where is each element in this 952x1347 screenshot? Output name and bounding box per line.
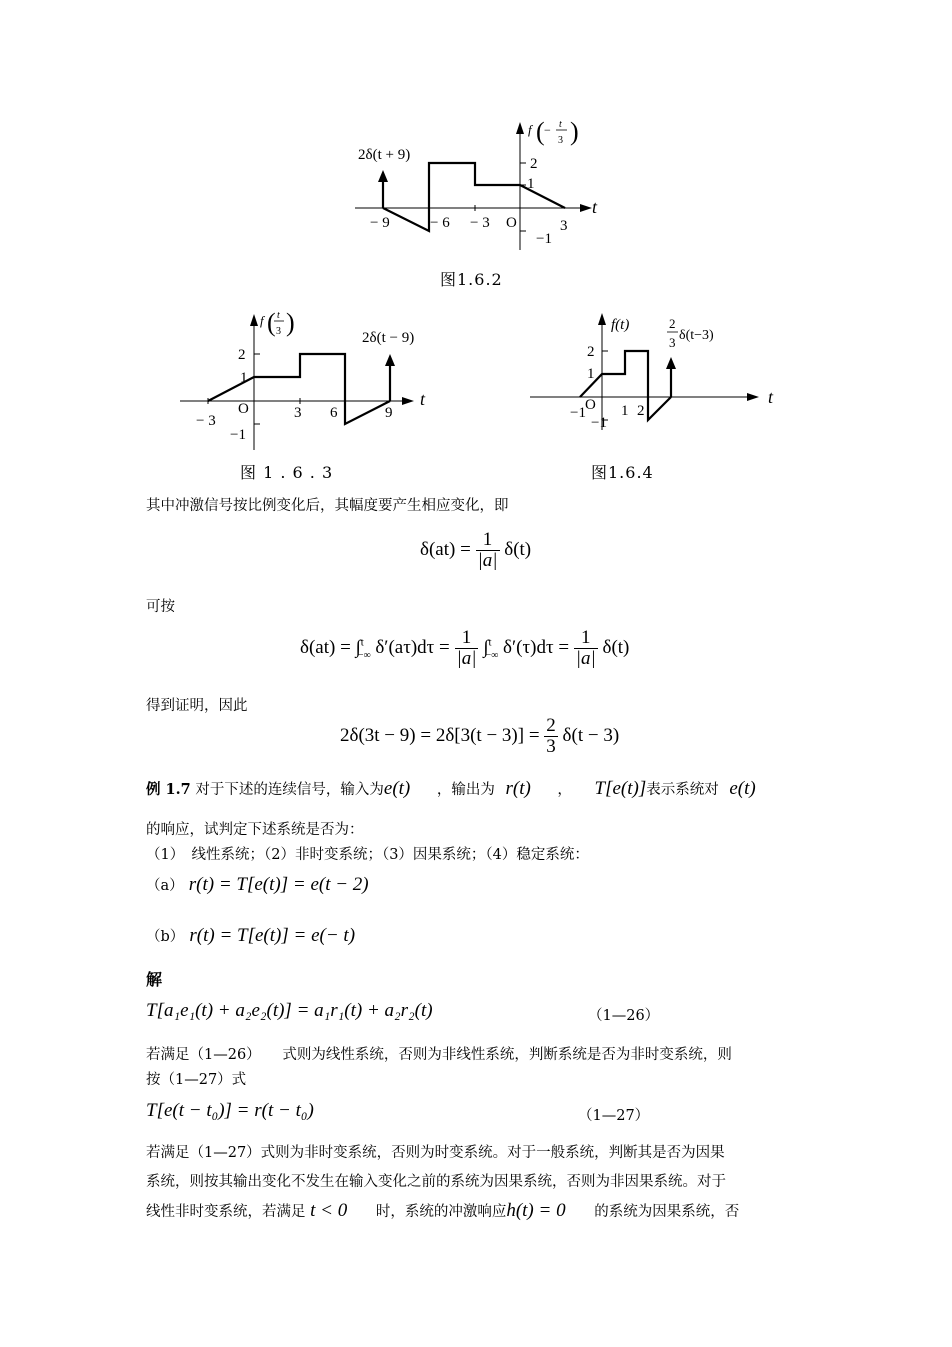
paragraph-impulse-scaling: 其中冲激信号按比例变化后，其幅度要产生相应变化，即: [146, 498, 509, 514]
svg-text:O: O: [506, 215, 517, 231]
svg-text:3: 3: [558, 135, 563, 146]
svg-text:3: 3: [669, 335, 676, 350]
svg-text:2: 2: [637, 403, 645, 419]
svg-text:−: −: [544, 123, 551, 137]
svg-text:3: 3: [560, 218, 568, 234]
svg-text:): ): [570, 117, 579, 146]
equation-number-1-26: （1—26）: [588, 1008, 660, 1024]
svg-text:9: 9: [385, 405, 393, 421]
y-axis-label: f: [528, 122, 532, 137]
paragraph-ke-an: 可按: [146, 599, 175, 615]
svg-text:− 3: − 3: [470, 215, 490, 231]
impulse-label: 2δ(t − 9): [362, 330, 415, 346]
figure-1-6-4: [525, 305, 785, 455]
svg-text:2: 2: [530, 156, 538, 172]
figure-caption-1-6-3: 图 1 . 6 . 3: [240, 463, 334, 482]
svg-text:2: 2: [238, 347, 246, 363]
svg-text:−1: −1: [570, 405, 586, 421]
paragraph-causality-3: 线性非时变系统，若满足 t < 0 时，系统的冲激响应h(t) = 0 的系统为因果系统，否: [146, 1200, 740, 1221]
y-axis-label: f(t): [611, 317, 630, 333]
svg-text:O: O: [585, 397, 596, 413]
figure-caption-1-6-2: 图1.6.2: [440, 270, 503, 289]
svg-text:O: O: [238, 401, 249, 417]
svg-text:t: t: [559, 119, 562, 130]
svg-text:−1: −1: [536, 231, 552, 247]
paragraph-proof: 得到证明，因此: [146, 698, 248, 714]
svg-text:1: 1: [527, 176, 535, 192]
svg-text:2: 2: [669, 316, 676, 331]
figure-1-6-3: [180, 305, 440, 455]
svg-text:(: (: [267, 308, 276, 337]
svg-text:3: 3: [294, 405, 302, 421]
svg-text:6: 6: [330, 405, 338, 421]
solution-heading: 解: [146, 970, 163, 989]
paragraph-causality-1: 若满足（1—27）式则为非时变系统，否则为时变系统。对于一般系统，判断其是否为因果: [146, 1145, 725, 1161]
equation-delta-integral: δ(at) = ∫$^t_{-\infty}$ δ′(aτ)dτ = $\frac{1}{|a|}$ ∫$^t_{-\infty}$ δ′(τ)dτ = $\frac{1}{|a|}$ δ(t): [300, 627, 630, 669]
example-1-7-line: 例 1.7 对于下述的连续信号，输入为e(t) ，输出为 r(t) ， T[e(t)]表示系统对 e(t): [146, 778, 756, 799]
svg-text:t: t: [768, 387, 774, 407]
figure-1-6-2: [340, 110, 620, 250]
paragraph-linearity-b: 按（1—27）式: [146, 1072, 247, 1088]
svg-text:δ(t−3): δ(t−3): [679, 328, 714, 343]
example-label: 例 1.7: [146, 781, 191, 798]
svg-text:− 6: − 6: [430, 215, 450, 231]
equation-1-27: T[e(t − t₀)] = r(t − t₀): [146, 1100, 314, 1121]
figure-caption-1-6-4: 图1.6.4: [591, 463, 654, 482]
svg-text:): ): [286, 308, 295, 337]
svg-text:(: (: [536, 117, 545, 146]
equation-1-26: T[a₁e₁(t) + a₂e₂(t)] = a₁r₁(t) + a₂r₂(t): [146, 1000, 433, 1021]
svg-text:− 9: − 9: [370, 215, 390, 231]
case-a: （a） r(t) = T[e(t)] = e(t − 2): [146, 874, 369, 895]
svg-text:t: t: [592, 197, 598, 217]
example-line-3: （1） 线性系统；（2）非时变系统；（3）因果系统；（4）稳定系统：: [146, 847, 589, 863]
equation-number-1-27: （1—27）: [578, 1108, 650, 1124]
svg-text:t: t: [420, 389, 426, 409]
svg-text:2: 2: [587, 344, 595, 360]
example-line-2: 的响应，试判定下述系统是否为：: [146, 822, 364, 838]
svg-text:1: 1: [587, 366, 595, 382]
svg-text:− 3: − 3: [196, 413, 216, 429]
svg-text:3: 3: [276, 326, 281, 337]
svg-text:1: 1: [621, 403, 629, 419]
case-b: （b） r(t) = T[e(t)] = e(− t): [146, 925, 356, 946]
paragraph-causality-2: 系统，则按其输出变化不发生在输入变化之前的系统为因果系统，否则为非因果系统。对于: [146, 1174, 726, 1190]
svg-text:−1: −1: [230, 427, 246, 443]
impulse-label: 2δ(t + 9): [358, 147, 411, 163]
svg-text:−1: −1: [591, 415, 607, 431]
y-axis-label: f: [260, 313, 264, 328]
equation-delta-scaling: δ(at) = $\frac{1}{|a|}$ δ(t): [420, 529, 532, 571]
equation-impulse-scale-result: 2δ(3t − 9) = 2δ[3(t − 3)] = $\frac{2}{3}$ δ(t − 3): [340, 715, 620, 757]
svg-text:1: 1: [240, 370, 248, 386]
paragraph-linearity-a: 若满足（1—26） 式则为线性系统，否则为非线性系统，判断系统是否为非时变系统，则: [146, 1047, 732, 1063]
svg-text:t: t: [277, 310, 280, 321]
